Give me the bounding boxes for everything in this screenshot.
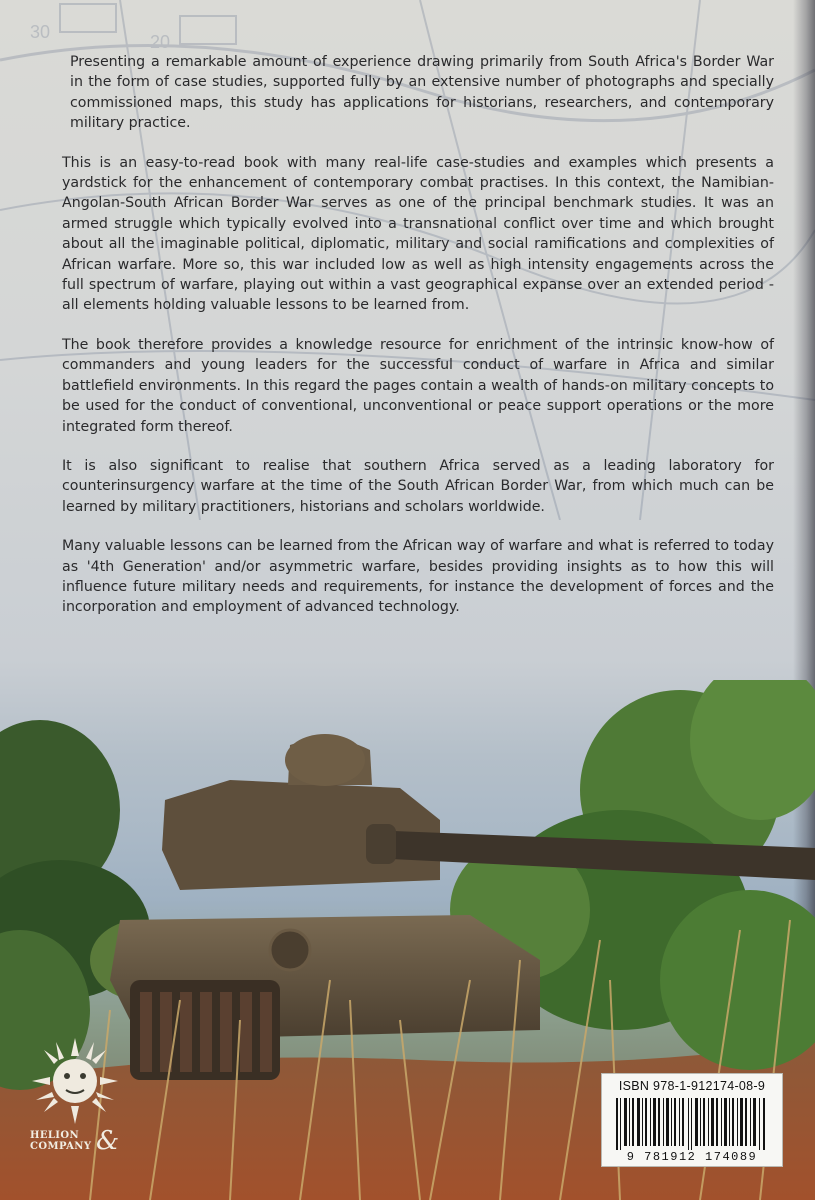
publisher-ampersand: & <box>96 1126 120 1156</box>
isbn-label: ISBN 978-1-912174-08-9 <box>618 1079 766 1093</box>
sun-emblem-icon <box>32 1038 118 1124</box>
map-label-20: 20 <box>150 32 171 52</box>
publisher-logo <box>26 1038 130 1168</box>
blurb-paragraph-5: Many valuable lessons can be learned from the African way of warfare and what is referred to today as '4th Generation' and/or asymmetric warfare, besides providing insights as to how this will influence future military needs and requirements, for instance the development of forces and the incorporation and employment of advanced technology. <box>62 538 774 616</box>
back-cover-blurb <box>62 52 774 637</box>
blurb-paragraph-2: This is an easy-to-read book with many real-life case-studies and examples which presents a yardstick for the enhancement of contemporary combat practises. In this context, the Namibian-Angolan-South African Border War serves as one of the principal benchmark studies. It was an armed struggle which typically evolved into a transnational conflict over time and which brought about all the imaginable political, diplomatic, military and social ramifications and complexities of African warfare. More so, this war included low as well as high intensity engagements across the full spectrum of warfare, playing out within a vast geographical expanse over an extended period - all elements holding valuable lessons to be learned from. <box>62 154 774 314</box>
barcode-digits: 9 781912 174089 <box>626 1150 758 1164</box>
blurb-paragraph-1: Presenting a remarkable amount of experience drawing primarily from South Africa's Border War in the form of case studies, supported fully by an extensive number of photographs and specially commissioned maps, this study has applications for historians, researchers, and contemporary military practice. <box>70 54 774 132</box>
barcode-icon <box>616 1098 768 1150</box>
blurb-paragraph-4: It is also significant to realise that southern Africa served as a leading laboratory for counterinsurgency warfare at the time of the South African Border War, from which much can be learned by military practitioners, historians and scholars worldwide. <box>62 457 774 515</box>
isbn-barcode-box <box>601 1073 783 1167</box>
blurb-paragraph-3: The book therefore provides a knowledge resource for enrichment of the intrinsic know-how of commanders and young leaders for the successful conduct of warfare in Africa and similar battlefield environments. In this regard the pages contain a wealth of hands-on military concepts to be used for the conduct of conventional, unconventional or peace support operations or the more integrated form thereof. <box>62 336 774 435</box>
map-label-30: 30 <box>30 22 51 42</box>
publisher-name: HELION COMPANY <box>30 1130 92 1152</box>
